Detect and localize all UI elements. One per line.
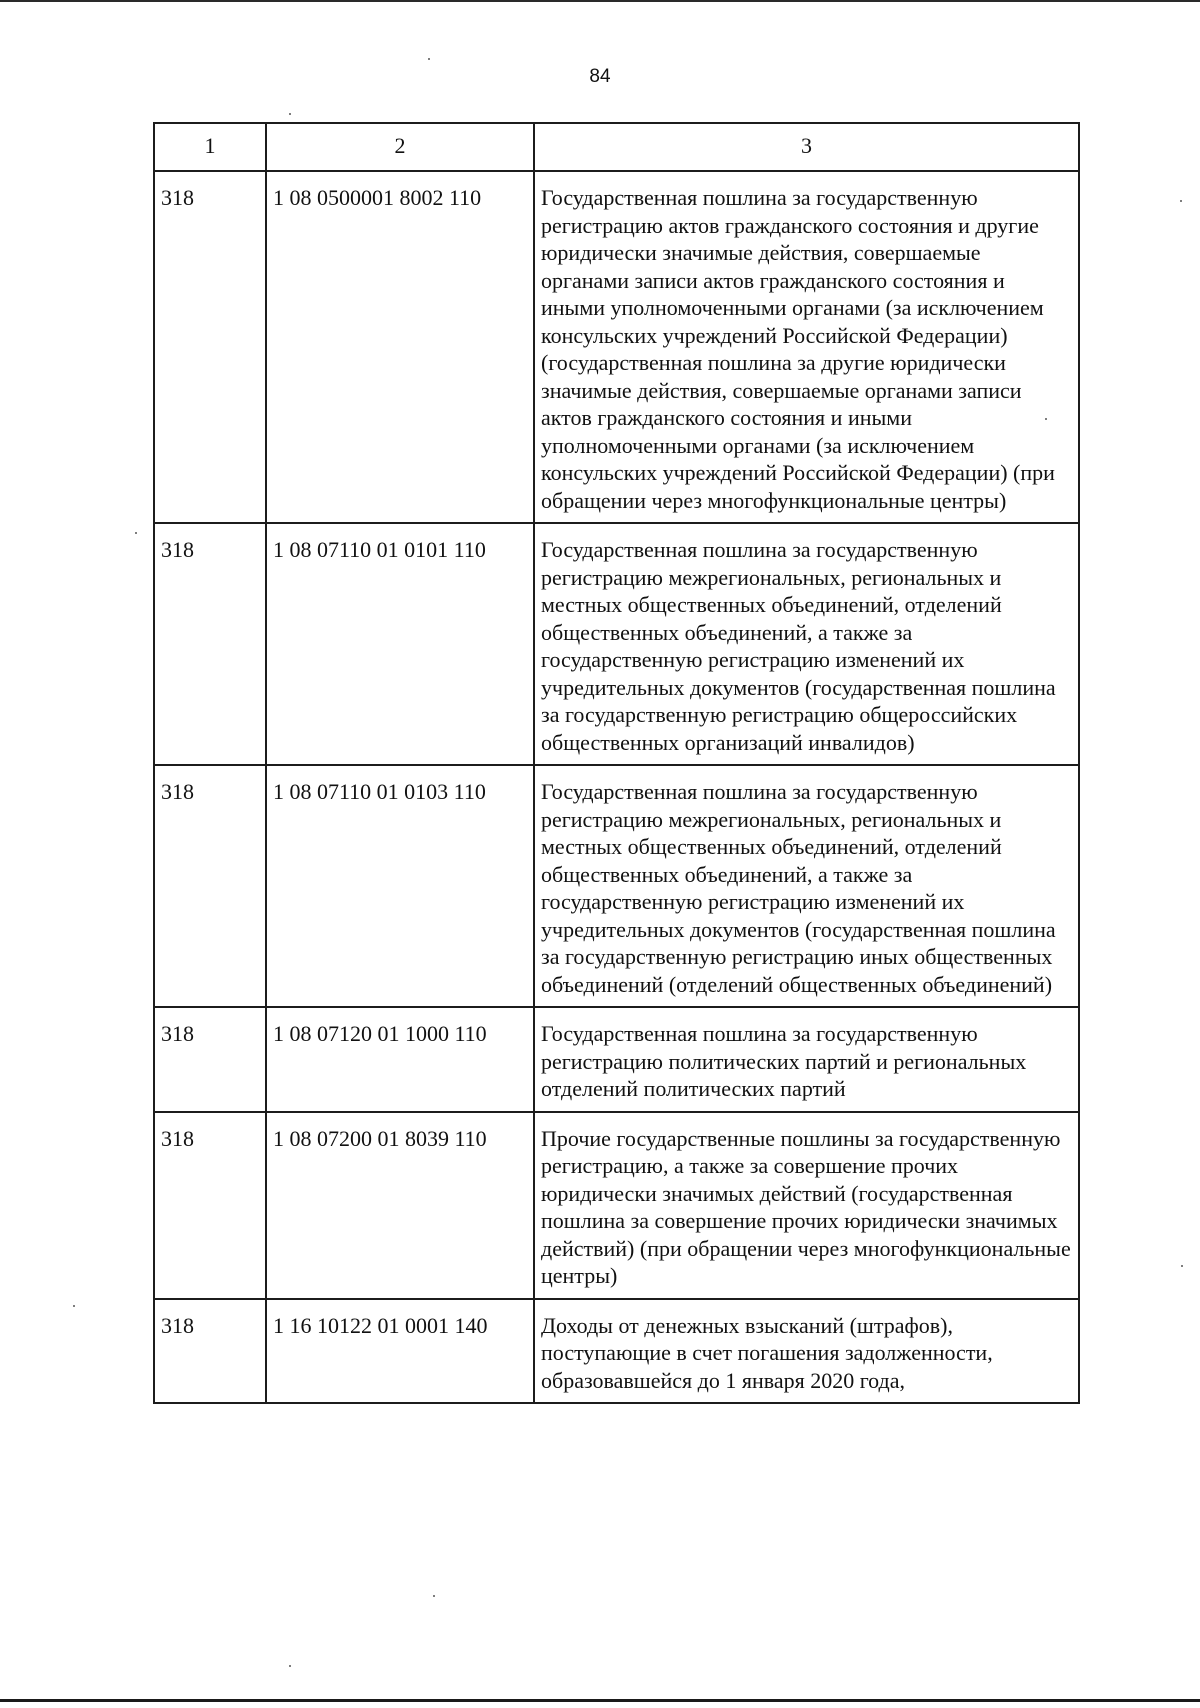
- scan-speck: [289, 113, 291, 115]
- description-cell: Государственная пошлина за государственную регистрацию межрегиональных, региональных и местных общественных объединений, отделений общественных объединений, а также за государственную регистрацию изменений их учредительных документов (государственная пошлина за государственную регистрацию общероссийских общественных организаций инвалидов): [534, 523, 1079, 765]
- budget-code-cell: 1 08 07120 01 1000 110: [266, 1007, 534, 1112]
- column-header: 3: [534, 123, 1079, 171]
- table-row: [154, 1007, 1079, 1112]
- scan-speck: [135, 532, 137, 534]
- description-cell: Прочие государственные пошлины за государственную регистрацию, а также за совершение прочих юридически значимых действий (государственная пошлина за совершение прочих юридически значимых действий) (при обращении через многофункциональные центры): [534, 1112, 1079, 1299]
- scan-speck: [1181, 1265, 1183, 1267]
- budget-code-cell: 1 08 07110 01 0103 110: [266, 765, 534, 1007]
- scan-border-bottom: [0, 1699, 1200, 1702]
- table-row: [154, 523, 1079, 765]
- revenue-codes-table: [153, 122, 1080, 1404]
- scan-speck: [428, 58, 430, 60]
- budget-code-cell: 1 16 10122 01 0001 140: [266, 1299, 534, 1404]
- table-row: [154, 1112, 1079, 1299]
- admin-code-cell: 318: [154, 1112, 266, 1299]
- scan-speck: [433, 1595, 435, 1597]
- budget-code-cell: 1 08 0500001 8002 110: [266, 171, 534, 523]
- table-row: [154, 765, 1079, 1007]
- scan-speck: [289, 1665, 291, 1667]
- table-row: [154, 1299, 1079, 1404]
- admin-code-cell: 318: [154, 523, 266, 765]
- table-row: [154, 171, 1079, 523]
- column-header: 2: [266, 123, 534, 171]
- page-number: 84: [589, 66, 611, 87]
- scan-speck: [1180, 200, 1182, 202]
- budget-code-cell: 1 08 07200 01 8039 110: [266, 1112, 534, 1299]
- column-header: 1: [154, 123, 266, 171]
- scan-speck: [73, 1305, 75, 1307]
- table-header-row: [154, 123, 1079, 171]
- description-cell: Государственная пошлина за государственную регистрацию актов гражданского состояния и другие юридически значимые действия, совершаемые органами записи актов гражданского состояния и иными уполномоченными органами (за исключением консульских учреждений Российской Федерации) (государственная пошлина за другие юридически значимые действия, совершаемые органами записи актов гражданского состояния и иными уполномоченными органами (за исключением консульских учреждений Российской Федерации) (при обращении через многофункциональные центры): [534, 171, 1079, 523]
- scan-border-top: [0, 0, 1200, 2]
- admin-code-cell: 318: [154, 1299, 266, 1404]
- description-cell: Государственная пошлина за государственную регистрацию межрегиональных, региональных и местных общественных объединений, отделений общественных объединений, а также за государственную регистрацию изменений их учредительных документов (государственная пошлина за государственную регистрацию иных общественных объединений (отделений общественных объединений): [534, 765, 1079, 1007]
- description-cell: Доходы от денежных взысканий (штрафов), поступающие в счет погашения задолженности, образовавшейся до 1 января 2020 года,: [534, 1299, 1079, 1404]
- description-cell: Государственная пошлина за государственную регистрацию политических партий и региональных отделений политических партий: [534, 1007, 1079, 1112]
- admin-code-cell: 318: [154, 765, 266, 1007]
- admin-code-cell: 318: [154, 1007, 266, 1112]
- admin-code-cell: 318: [154, 171, 266, 523]
- budget-code-cell: 1 08 07110 01 0101 110: [266, 523, 534, 765]
